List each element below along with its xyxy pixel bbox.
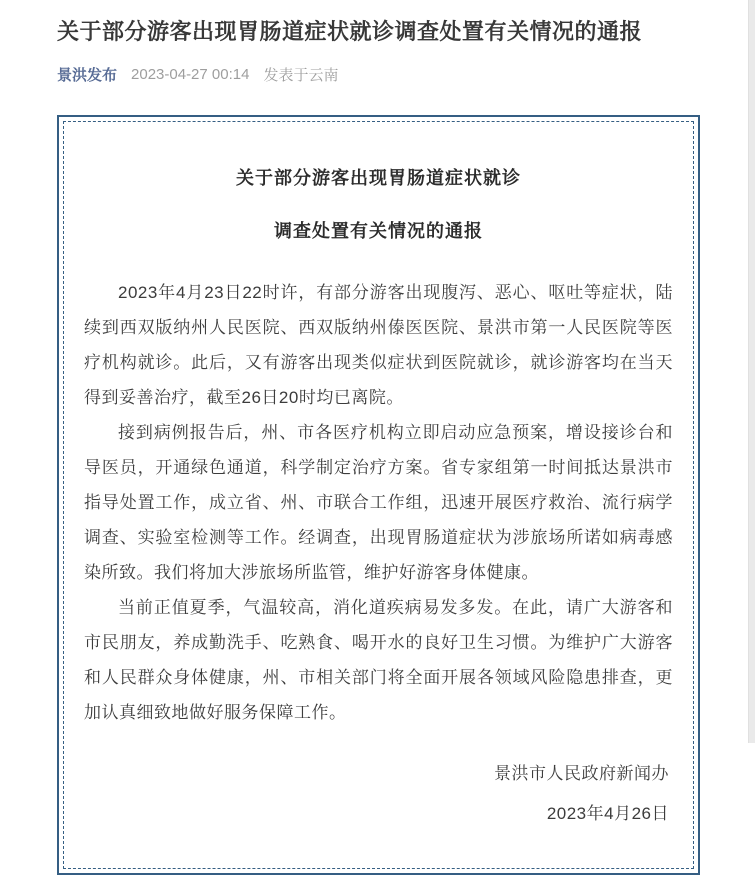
notice-paragraph-3: 当前正值夏季，气温较高，消化道疾病易发多发。在此，请广大游客和市民朋友，养成勤洗手、吃熟食、喝开水的良好卫生习惯。为维护广大游客和人民群众身体健康，州、市相关部门将全面开展各领域风险隐患排查，更加认真细致地做好服务保障工作。 (84, 597, 673, 722)
page-title: 关于部分游客出现胃肠道症状就诊调查处置有关情况的通报 (57, 19, 643, 44)
notice-body (84, 275, 673, 730)
notice-title-line-1: 关于部分游客出现胃肠道症状就诊 (236, 167, 521, 188)
notice-paragraph-2: 接到病例报告后，州、市各医疗机构立即启动应急预案，增设接诊台和导医员，开通绿色通道，科学制定治疗方案。省专家组第一时间抵达景洪市指导处置工作，成立省、州、市联合工作组，迅速开展医疗救治、流行病学调查、实验室检测等工作。经调查，出现胃肠道症状为涉旅场所诺如病毒感染所致。我们将加大涉旅场所监管，维护好游客身体健康。 (84, 422, 673, 582)
signature-block (84, 754, 673, 834)
byline (57, 64, 707, 85)
notice-title-line-2: 调查处置有关情况的通报 (274, 220, 483, 241)
account-name-link[interactable]: 景洪发布 (57, 66, 118, 84)
issuing-authority: 景洪市人民政府新闻办 (494, 763, 669, 783)
notice-date: 2023年4月26日 (546, 803, 669, 823)
publish-location: 发表于云南 (263, 66, 339, 84)
notice-box (57, 115, 700, 875)
scrollbar-track[interactable] (748, 0, 755, 743)
notice-box-inner (63, 121, 694, 869)
notice-paragraph-1: 2023年4月23日22时许，有部分游客出现腹泻、恶心、呕吐等症状，陆续到西双版纳州人民医院、西双版纳州傣医医院、景洪市第一人民医院等医疗机构就诊。此后，又有游客出现类似症状到医院就诊，就诊游客均在当天得到妥善治疗，截至26日20时均已离院。 (84, 282, 673, 407)
notice-title (84, 164, 673, 243)
publish-timestamp: 2023-04-27 00:14 (131, 65, 250, 83)
